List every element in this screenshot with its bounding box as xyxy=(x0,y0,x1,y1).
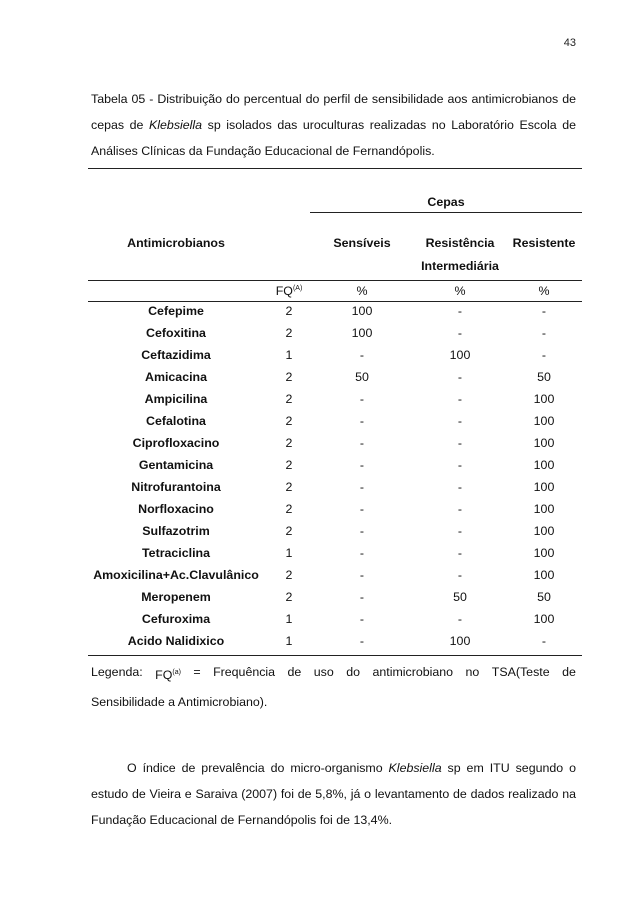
resistente-value: 100 xyxy=(533,436,555,450)
sensiveis-value: - xyxy=(359,392,365,406)
legend-word: de xyxy=(562,665,576,679)
intermediaria-value: - xyxy=(457,370,463,384)
fq-value: 2 xyxy=(285,480,293,494)
sensiveis-value: - xyxy=(359,590,365,604)
sensiveis-value: - xyxy=(359,414,365,428)
legend-line-2: Sensibilidade a Antimicrobiano). xyxy=(91,695,268,709)
legend-word: TSA(Teste xyxy=(491,665,550,679)
intermediaria-value: - xyxy=(457,392,463,406)
cepas-underline xyxy=(310,212,582,213)
units-pct-resistente: % xyxy=(538,284,550,298)
antimicrobiano-name: Sulfazotrim xyxy=(142,524,210,538)
intermediaria-value: - xyxy=(457,458,463,472)
units-pct-intermediaria: % xyxy=(454,284,466,298)
legend-word: Frequência xyxy=(213,665,276,679)
caption-suffix: sp isolados das uroculturas realizadas no Laboratório Escola de Análises Clínicas da Fundação Educacional de Fernandópolis. xyxy=(91,118,577,158)
intermediaria-value: - xyxy=(457,436,463,450)
fq-value: 2 xyxy=(285,414,293,428)
fq-value: 2 xyxy=(285,524,293,538)
paragraph-suffix: sp em ITU segundo o estudo de Vieira e Saraiva (2007) foi de 5,8%, já o levantamento de dados realizado na Fundação Educacional de Fernandópolis foi de 13,4%. xyxy=(91,761,576,827)
header-resistencia: Resistência xyxy=(425,236,495,250)
sensiveis-value: - xyxy=(359,458,365,472)
resistente-value: - xyxy=(541,304,547,318)
antimicrobiano-name: Gentamicina xyxy=(138,458,214,472)
intermediaria-value: 50 xyxy=(453,590,467,604)
legend-fq xyxy=(155,659,181,689)
intermediaria-value: - xyxy=(457,502,463,516)
header-sensiveis: Sensíveis xyxy=(333,236,391,250)
header-cepas: Cepas xyxy=(427,195,465,209)
fq-value: 2 xyxy=(285,458,293,472)
resistente-value: 50 xyxy=(537,370,551,384)
antimicrobiano-name: Tetraciclina xyxy=(142,546,210,560)
antimicrobiano-name: Acido Nalidixico xyxy=(127,634,225,648)
legend-word: Legenda: xyxy=(91,665,143,679)
antimicrobiano-name: Amoxicilina+Ac.Clavulânico xyxy=(93,568,259,582)
legend-word: de xyxy=(287,665,302,679)
resistente-value: - xyxy=(541,348,547,362)
antimicrobiano-name: Ciprofloxacino xyxy=(132,436,220,450)
intermediaria-value: - xyxy=(457,612,463,626)
fq-value: 2 xyxy=(285,590,293,604)
resistente-value: 100 xyxy=(533,568,555,582)
header-resistente: Resistente xyxy=(512,236,576,250)
antimicrobiano-name: Nitrofurantoina xyxy=(131,480,221,494)
fq-value: 2 xyxy=(285,326,293,340)
table-top-rule xyxy=(88,168,582,169)
sensiveis-value: 100 xyxy=(351,304,373,318)
sensiveis-value: - xyxy=(359,436,365,450)
paragraph-organism: Klebsiella xyxy=(388,761,442,775)
intermediaria-value: - xyxy=(457,304,463,318)
sensiveis-value: - xyxy=(359,502,365,516)
antimicrobiano-name: Cefepime xyxy=(148,304,204,318)
intermediaria-value: - xyxy=(457,546,463,560)
fq-value: 2 xyxy=(285,436,293,450)
fq-value: 2 xyxy=(285,392,293,406)
intermediaria-value: - xyxy=(457,326,463,340)
resistente-value: 100 xyxy=(533,458,555,472)
antimicrobiano-name: Amicacina xyxy=(145,370,207,384)
legend-word: uso xyxy=(313,665,334,679)
antimicrobiano-name: Ceftazidima xyxy=(141,348,211,362)
units-bottom-rule xyxy=(88,301,582,302)
units-fq-sup: (A) xyxy=(292,285,303,292)
legend xyxy=(91,659,576,716)
units-fq-label: FQ xyxy=(275,284,293,298)
fq-value: 2 xyxy=(285,370,293,384)
sensiveis-value: - xyxy=(359,348,365,362)
table-caption xyxy=(91,86,576,164)
sensiveis-value: - xyxy=(359,480,365,494)
resistente-value: 50 xyxy=(537,590,551,604)
legend-line-1 xyxy=(91,659,576,689)
sensiveis-value: 100 xyxy=(351,326,373,340)
sensiveis-value: - xyxy=(359,546,365,560)
header-intermediaria: Intermediária xyxy=(421,259,499,273)
legend-word: no xyxy=(465,665,480,679)
resistente-value: - xyxy=(541,326,547,340)
legend-word: antimicrobiano xyxy=(372,665,454,679)
sensiveis-value: - xyxy=(359,612,365,626)
table-bottom-rule xyxy=(88,655,582,656)
resistente-value: 100 xyxy=(533,502,555,516)
fq-value: 2 xyxy=(285,568,293,582)
caption-prefix: Tabela 05 - Distribuição do percentual do perfil de sensibilidade aos antimicrobianos de cepas de xyxy=(91,92,576,132)
intermediaria-value: 100 xyxy=(449,634,471,648)
units-pct-sensiveis: % xyxy=(356,284,368,298)
paragraph-prefix: O índice de prevalência do micro-organismo xyxy=(127,761,389,775)
legend-word: do xyxy=(346,665,361,679)
caption-organism: Klebsiella xyxy=(149,118,203,132)
sensiveis-value: 50 xyxy=(355,370,369,384)
resistente-value: 100 xyxy=(533,546,555,560)
resistente-value: 100 xyxy=(533,612,555,626)
fq-value: 1 xyxy=(285,612,293,626)
antimicrobiano-name: Cefoxitina xyxy=(146,326,206,340)
sensiveis-value: - xyxy=(359,568,365,582)
resistente-value: 100 xyxy=(533,480,555,494)
fq-value: 2 xyxy=(285,502,293,516)
intermediaria-value: - xyxy=(457,568,463,582)
antimicrobiano-name: Cefuroxima xyxy=(141,612,211,626)
resistente-value: 100 xyxy=(533,414,555,428)
resistente-value: 100 xyxy=(533,392,555,406)
intermediaria-value: 100 xyxy=(449,348,471,362)
antimicrobiano-name: Norfloxacino xyxy=(138,502,214,516)
fq-value: 1 xyxy=(285,546,293,560)
sensiveis-value: - xyxy=(359,524,365,538)
antimicrobiano-name: Meropenem xyxy=(141,590,211,604)
antimicrobiano-name: Cefalotina xyxy=(146,414,206,428)
fq-value: 1 xyxy=(285,634,293,648)
legend-fq-label: FQ xyxy=(155,668,173,682)
units-fq xyxy=(276,284,303,298)
intermediaria-value: - xyxy=(457,524,463,538)
resistente-value: - xyxy=(541,634,547,648)
sensiveis-value: - xyxy=(359,634,365,648)
legend-word: = xyxy=(193,665,201,679)
legend-fq-sup: (a) xyxy=(172,669,181,676)
resistente-value: 100 xyxy=(533,524,555,538)
header-bottom-rule xyxy=(88,280,582,281)
header-antimicrobianos: Antimicrobianos xyxy=(127,236,225,250)
intermediaria-value: - xyxy=(457,480,463,494)
body-paragraph xyxy=(91,755,576,833)
intermediaria-value: - xyxy=(457,414,463,428)
fq-value: 1 xyxy=(285,348,293,362)
page-number: 43 xyxy=(563,37,576,49)
fq-value: 2 xyxy=(285,304,293,318)
antimicrobiano-name: Ampicilina xyxy=(144,392,208,406)
